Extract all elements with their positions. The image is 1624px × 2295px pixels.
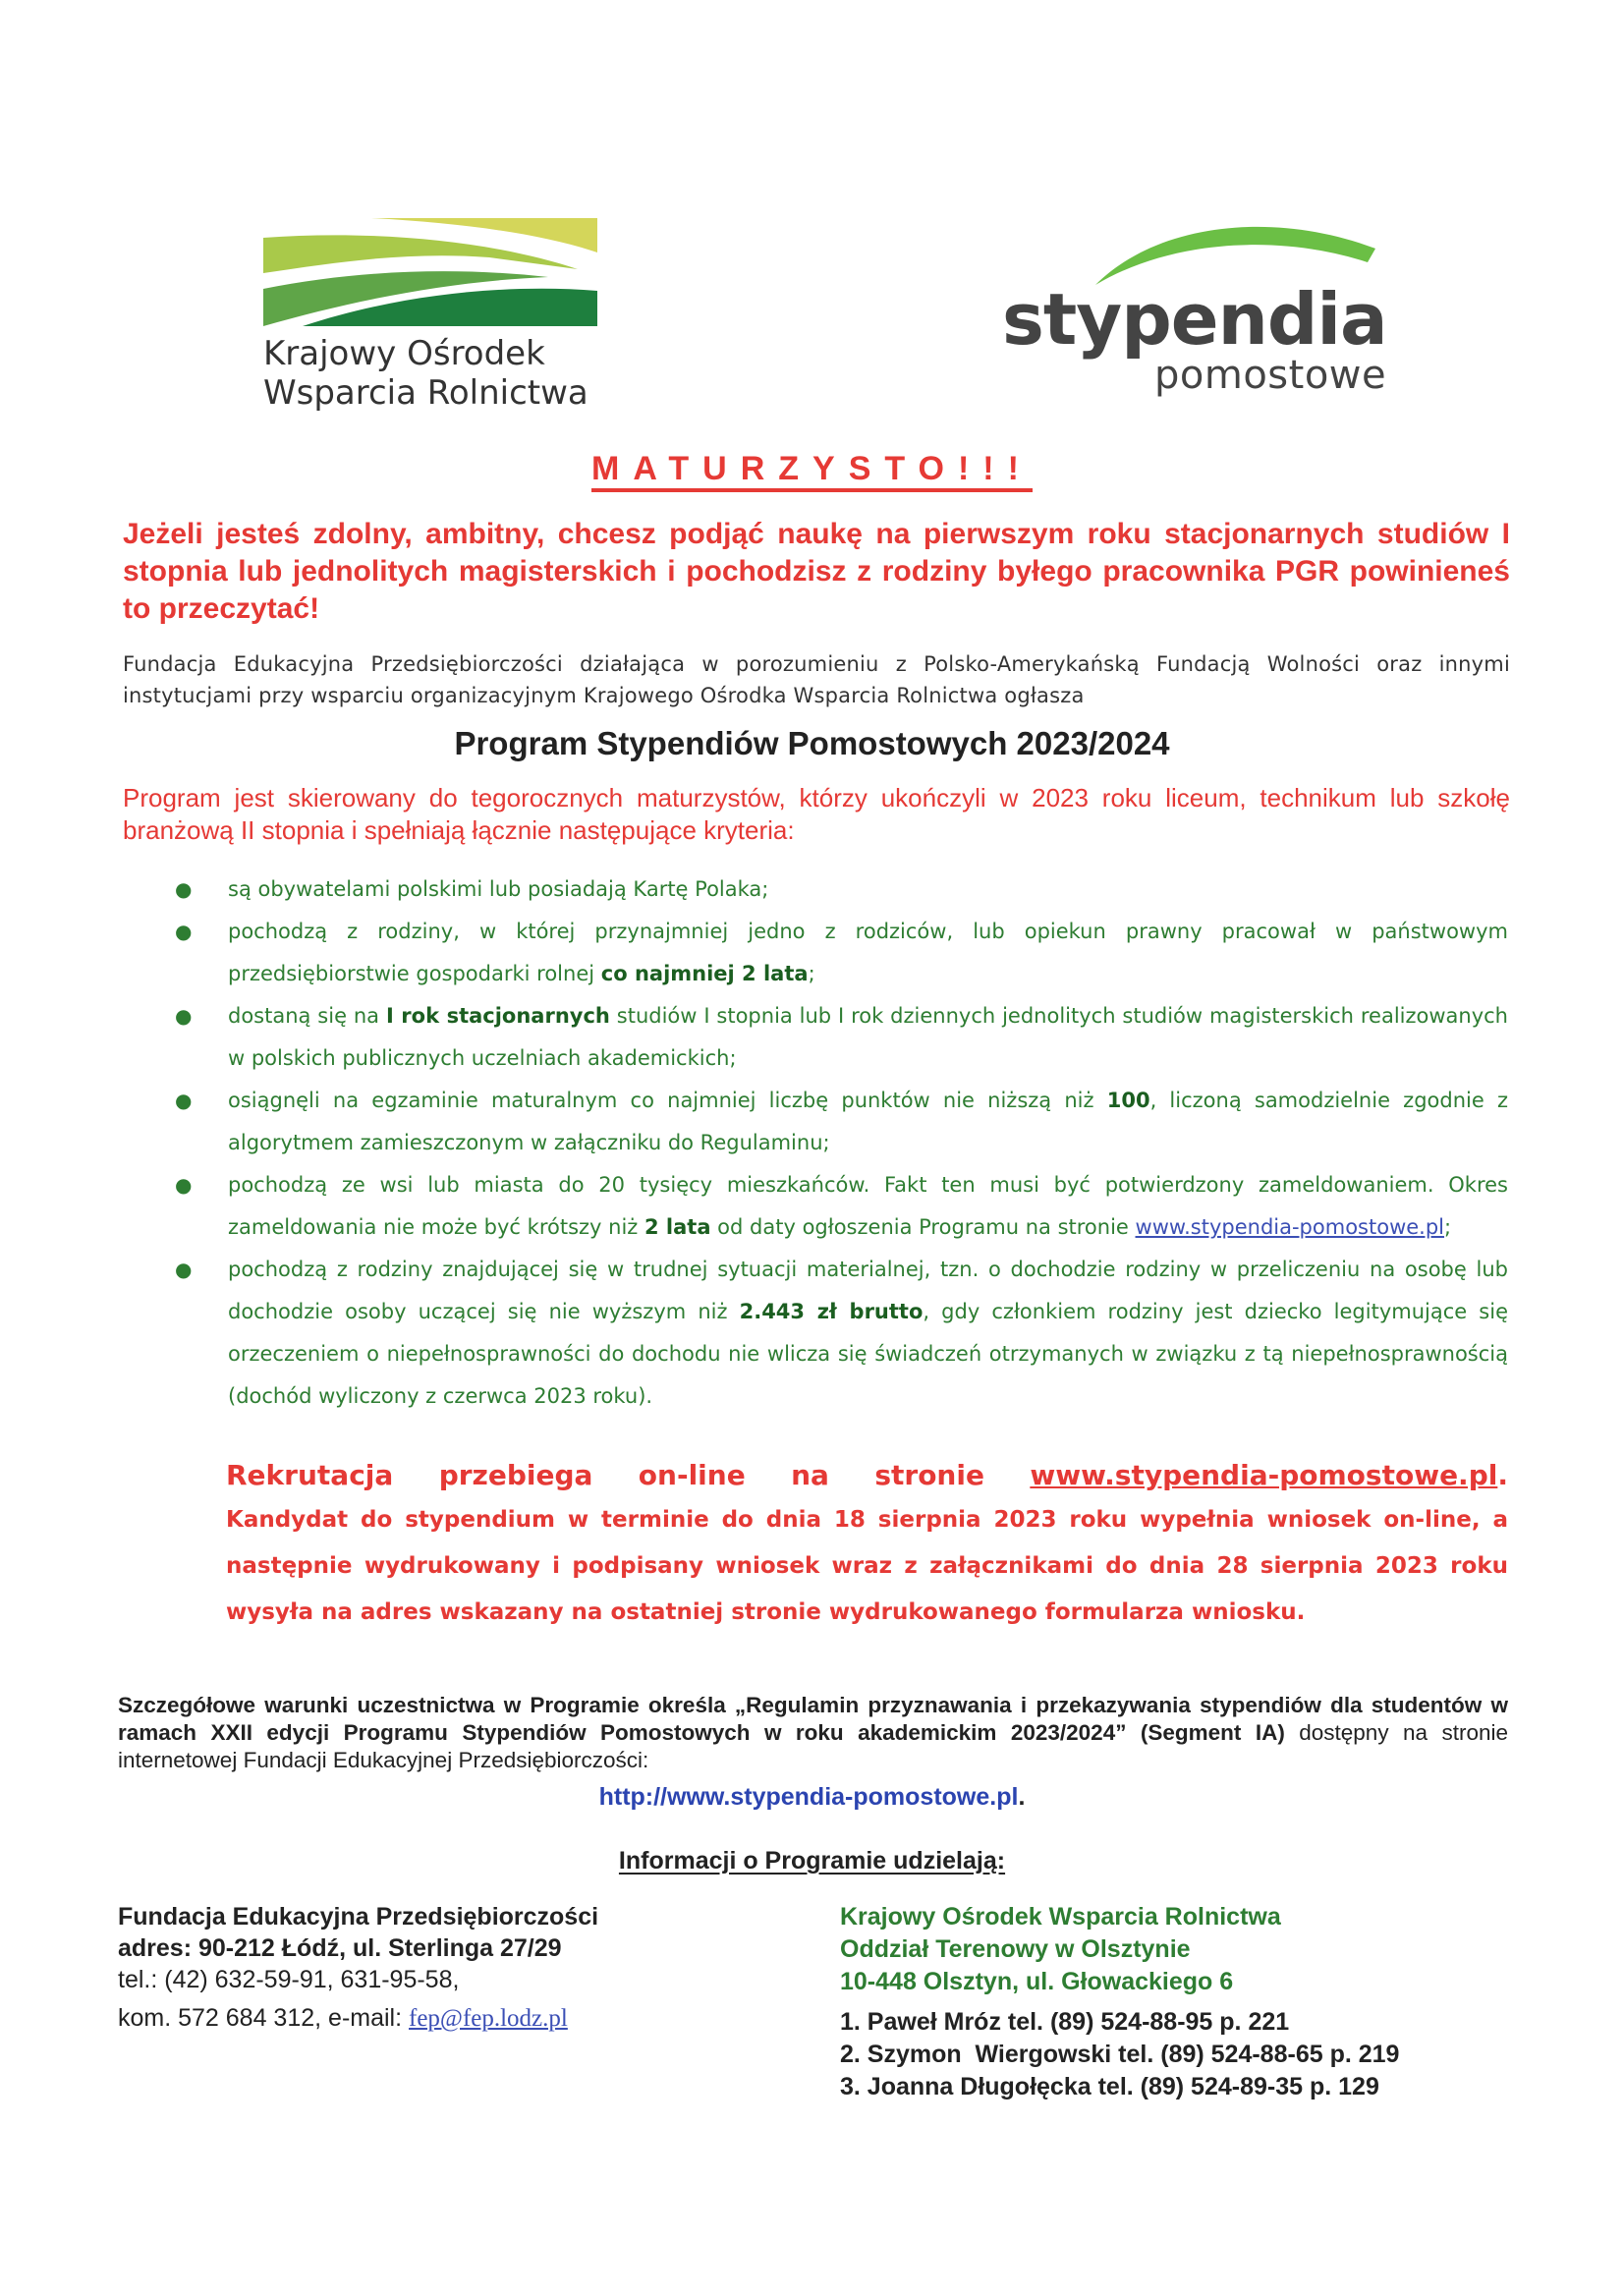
headline: MATURZYSTO!!! bbox=[0, 450, 1624, 488]
regulations-paragraph: Szczegółowe warunki uczestnictwa w Programie określa „Regulamin przyznawania i przekazywania stypendiów dla studentów w ramach XXII edycji Programu Stypendiów Pomostowych w roku akademickim 2023/2024” (Segment IA) dostępny na stronie internetowej Fundacji Edukacyjnej Przedsiębiorczości: bbox=[118, 1693, 1508, 1772]
fep-org-name: Fundacja Edukacyjna Przedsiębiorczości bbox=[118, 1903, 599, 1931]
regulations-website-link[interactable]: http://www.stypendia-pomostowe.pl bbox=[598, 1783, 1019, 1811]
criteria-item: ● dostaną się na I rok stacjonarnych studiów I stopnia lub I rok dziennych jednolitych studiów magisterskich realizowanych w polskich publicznych uczelniach akademickich; bbox=[167, 995, 1508, 1080]
pomostowe-wordmark: pomostowe bbox=[1154, 353, 1387, 398]
fep-email-link[interactable]: fep@fep.lodz.pl bbox=[409, 2005, 568, 2032]
criteria-item: ● są obywatelami polskimi lub posiadają Kartę Polaka; bbox=[167, 868, 1508, 911]
bullet-icon: ● bbox=[175, 920, 193, 943]
program-description: Program jest skierowany do tegorocznych maturzystów, którzy ukończyli w 2023 roku liceum, technikum lub szkołę branżową II stopnia i spełniają łącznie następujące kryteria: bbox=[123, 783, 1510, 845]
criteria-item: ● osiągnęli na egzaminie maturalnym co najmniej liczbę punktów nie niższą niż 100, liczoną samodzielnie zgodnie z algorytmem zamieszczonym w załączniku do Regulaminu; bbox=[167, 1080, 1508, 1164]
bullet-icon: ● bbox=[175, 1258, 193, 1281]
kowr-name-line1: Krajowy Ośrodek bbox=[263, 334, 545, 373]
criteria-list bbox=[167, 868, 1508, 1418]
contact-people-list bbox=[840, 2006, 1399, 2103]
bullet-icon: ● bbox=[175, 877, 193, 901]
kowr-logo bbox=[263, 218, 597, 415]
contact-fep bbox=[118, 1901, 598, 2036]
bullet-icon: ● bbox=[175, 1173, 193, 1197]
fep-mobile-email: kom. 572 684 312, e-mail: fep@fep.lodz.pl bbox=[118, 2004, 568, 2032]
fep-phone: tel.: (42) 632-59-91, 631-95-58, bbox=[118, 1966, 460, 1993]
bullet-icon: ● bbox=[175, 1089, 193, 1112]
contact-person: 2. Szymon Wiergowski tel. (89) 524-88-65 p. 219 bbox=[840, 2041, 1400, 2068]
foundation-paragraph: Fundacja Edukacyjna Przedsiębiorczości działająca w porozumieniu z Polsko-Amerykańską Fundacją Wolności oraz innymi instytucjami przy wsparciu organizacyjnym Krajowego Ośrodka Wsparcia Rolnictwa ogłasza bbox=[123, 652, 1510, 707]
recruitment-section bbox=[226, 1454, 1508, 1636]
regulations-link-line: http://www.stypendia-pomostowe.pl. bbox=[598, 1783, 1026, 1811]
recruitment-deadline-text: Kandydat do stypendium w terminie do dnia 18 sierpnia 2023 roku wypełnia wniosek on-line, a następnie wydrukowany i podpisany wniosek wraz z załącznikami do dnia 28 sierpnia 2023 roku wysyła na adres wskazany na ostatniej stronie wydrukowanego formularza wniosku. bbox=[226, 1507, 1508, 1625]
intro-paragraph: Jeżeli jesteś zdolny, ambitny, chcesz podjąć naukę na pierwszym roku stacjonarnych studiów I stopnia lub jednolitych magisterskich i pochodzisz z rodziny byłego pracownika PGR powinieneś to przeczytać! bbox=[123, 518, 1510, 625]
criteria-item: ● pochodzą z rodziny, w której przynajmniej jedno z rodziców, lub opiekun prawny pracował w państwowym przedsiębiorstwie gospodarki rolnej co najmniej 2 lata; bbox=[167, 911, 1508, 995]
criteria-website-link[interactable]: www.stypendia-pomostowe.pl bbox=[1135, 1215, 1445, 1239]
info-heading: Informacji o Programie udzielają: bbox=[618, 1847, 1006, 1875]
criteria-item: ● pochodzą ze wsi lub miasta do 20 tysięcy mieszkańców. Fakt ten musi być potwierdzony zameldowaniem. Okres zameldowania nie może być krótszy niż 2 lata od daty ogłoszenia Programu na stronie www.stypendia-pomostowe.pl; bbox=[167, 1164, 1508, 1249]
recruitment-line: Rekrutacja przebiega on-line na stronie www.stypendia-pomostowe.pl. bbox=[226, 1459, 1508, 1491]
contact-person: 3. Joanna Długołęcka tel. (89) 524-89-35 p. 129 bbox=[840, 2073, 1379, 2100]
fep-address: adres: 90-212 Łódź, ul. Sterlinga 27/29 bbox=[118, 1934, 562, 1962]
kowr-address: 10-448 Olsztyn, ul. Głowackiego 6 bbox=[840, 1968, 1234, 1995]
bullet-icon: ● bbox=[175, 1004, 193, 1028]
stypendia-pomostowe-logo bbox=[1002, 211, 1415, 408]
recruitment-website-link[interactable]: www.stypendia-pomostowe.pl bbox=[1030, 1459, 1498, 1491]
kowr-branch: Oddział Terenowy w Olsztynie bbox=[840, 1935, 1191, 1963]
kowr-fields-icon bbox=[263, 218, 597, 326]
kowr-name-line2: Wsparcia Rolnictwa bbox=[263, 373, 588, 413]
contact-person: 1. Paweł Mróz tel. (89) 524-88-95 p. 221 bbox=[840, 2008, 1290, 2036]
criteria-item: ● pochodzą z rodziny znajdującej się w trudnej sytuacji materialnej, tzn. o dochodzie rodziny w przeliczeniu na osobę lub dochodzie osoby uczącej się nie wyższym niż 2.443 zł brutto, gdy członkiem rodziny jest dziecko legitymujące się orzeczeniem o niepełnosprawności do dochodu nie wlicza się świadczeń otrzymanych w związku z tą niepełnosprawnością (dochód wyliczony z czerwca 2023 roku). bbox=[167, 1249, 1508, 1418]
kowr-org-name: Krajowy Ośrodek Wsparcia Rolnictwa bbox=[840, 1903, 1281, 1931]
stypendia-wordmark: stypendia bbox=[1002, 278, 1387, 361]
contact-kowr bbox=[840, 1901, 1399, 2103]
program-title: Program Stypendiów Pomostowych 2023/2024 bbox=[454, 725, 1170, 761]
